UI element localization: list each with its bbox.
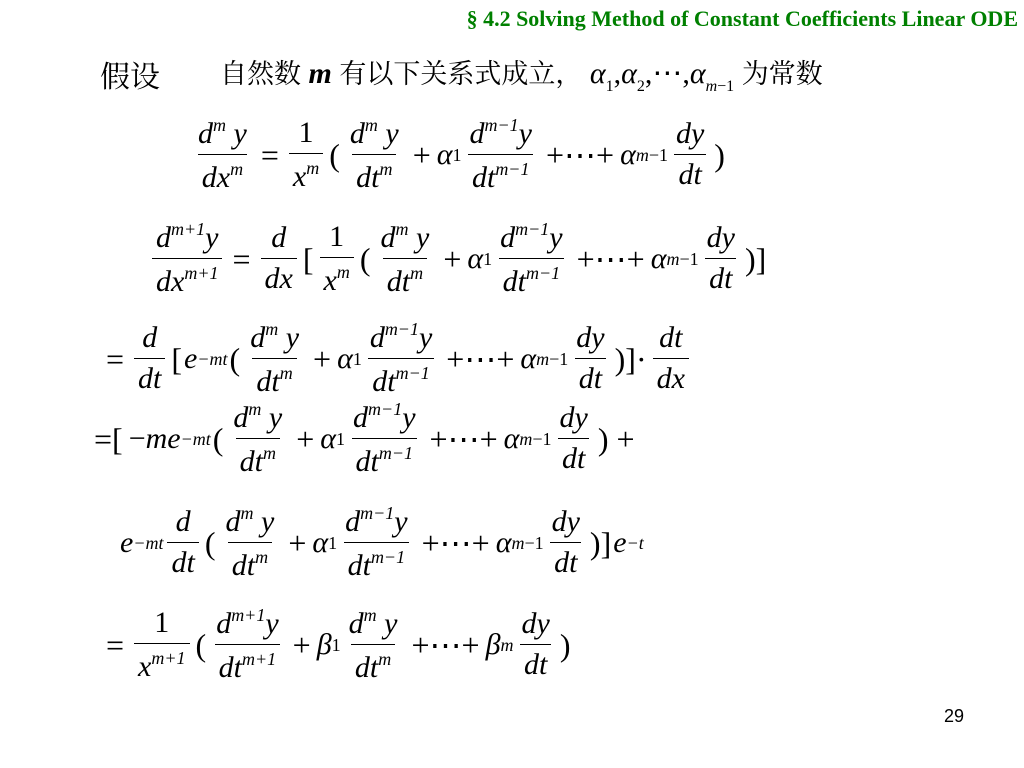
premise-text-before: 自然数 (220, 59, 301, 90)
equation-1: $d^m$ y $dx^m$ = $\frac{1}{x^m}$ ( $d^m$ y $dt^m$ + α 1 $d^{m-1}y$ $dt^{m-1}$ +⋯+ α m−1 dy dt ) (198, 115, 725, 194)
assume-label: 假设 (100, 60, 160, 95)
equation-2: $d^{m+1}y$ $dx^{m+1}$ = $\frac{d}{dx}$ [ 1 $x^m$ ( $d^m$ y $dt^m$ + α 1 $d^{m-1}y$ $dt^{m-1}$ +⋯+ α m−1 dy dt )] (148, 220, 768, 297)
premise-var: m (308, 57, 332, 90)
premise-tail: 为常数 (741, 59, 823, 90)
equation-5: e −mt d dt ( $d^m$ y $dt^m$ + α 1 $d^{m-1}y$ $dt^{m-1}$ +⋯+ α m−1 dy dt )] e −t (120, 503, 644, 582)
premise-line: 自然数 m 有以下关系式成立， $\alpha_1,\alpha_2,\cdots,\alpha_{m-1}$ 为常数 (220, 57, 823, 95)
equation-3: = $\frac{d}{dt}$ [ e −mt ( $d^m$ y $dt^m$ + α 1 $d^{m-1}y$ $dt^{m-1}$ +⋯+ α m−1 dy dt )]· dt dx (100, 320, 693, 397)
equation-4: =[ − me −mt ( $d^m$ y $dt^m$ + α 1 $d^{m-1}y$ $dt^{m-1}$ +⋯+ α m−1 dy dt ) + (94, 399, 635, 478)
equation-6: = $\frac{1}{x^{m+1}}$ ( $d^{m+1}y$ $dt^{m+1}$ + β 1 $d^m$ y $dt^m$ +⋯+ β m dy dt ) (106, 605, 571, 684)
premise-text-after: 有以下关系式成立， (339, 59, 583, 90)
slide-header: § 4.2 Solving Method of Constant Coefficients Linear ODE (466, 6, 1018, 31)
page-number: 29 (943, 706, 964, 726)
